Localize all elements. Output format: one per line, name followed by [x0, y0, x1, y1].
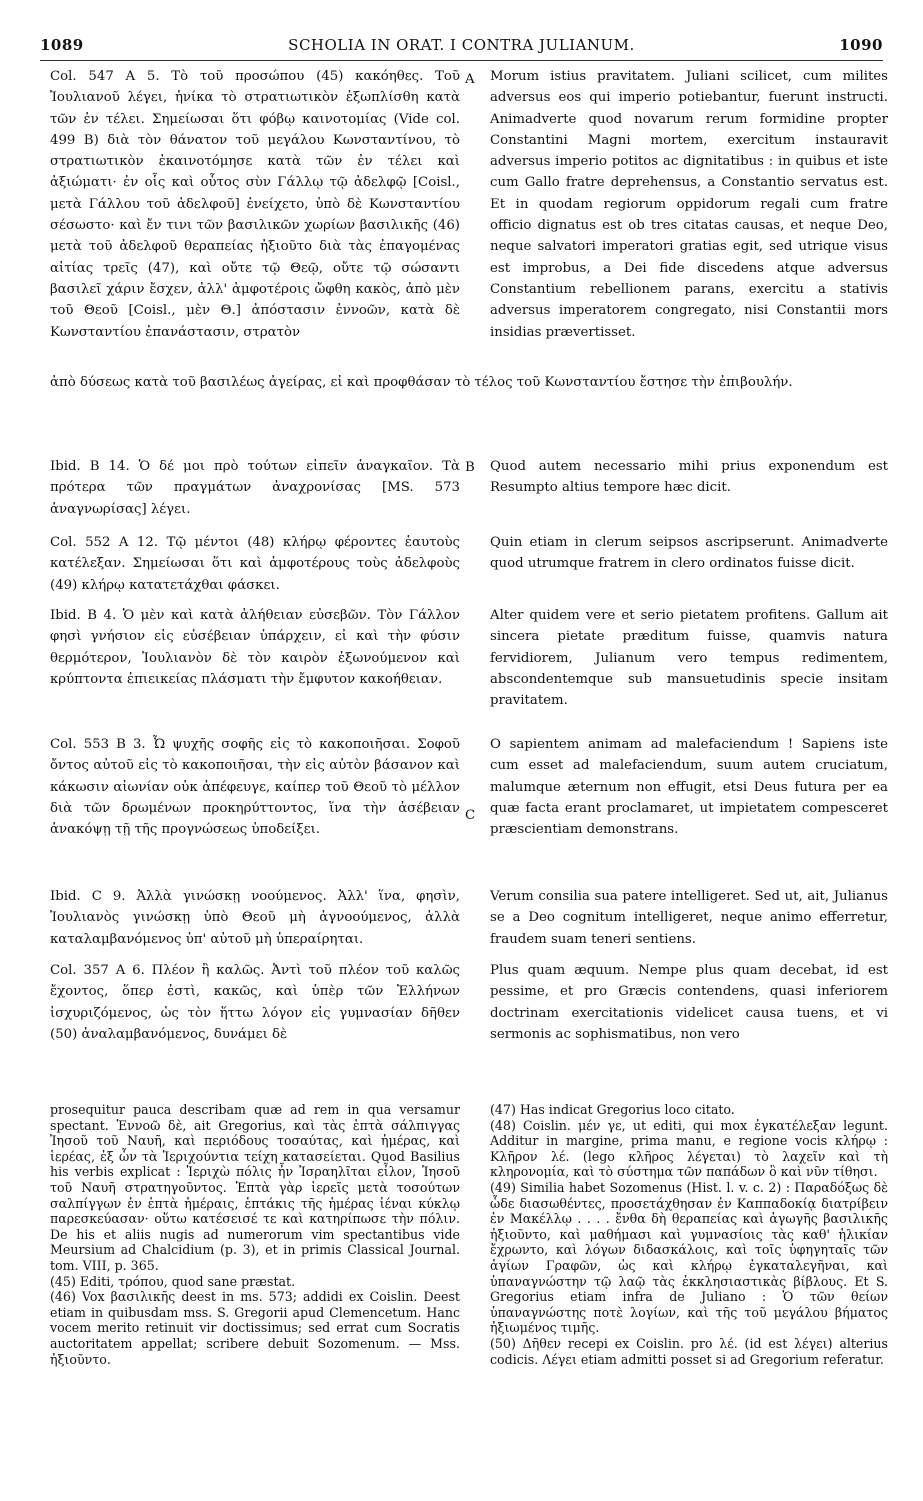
- scholion-greek: Ibid. C 9. Ἀλλὰ γινώσκῃ νοούμενος. Ἀλλ' ἵνα, φησὶν, Ἰουλιανὸς γινώσκῃ ὑπὸ Θεοῦ μὴ ἀγνοούμενος, ἀλλὰ καταλαμβανόμενος ὑπ' αὐτοῦ μὴ ὑπεραίρηται.: [50, 889, 460, 947]
- footnote: (46) Vox βασιλικῆς deest in ms. 573; addidi ex Coislin. Deest etiam in quibusdam mss. S. Gregorii apud Clemencetum. Hanc vocem merito retinuit vir doctissimus; sed errat cum Socratis auctoritatem appellat; scribere debuit Sozomenum. — Mss. ἠξιοῦντο.: [50, 1289, 460, 1367]
- scholion-greek: Col. 357 A 6. Πλέον ἢ καλῶς. Ἀντὶ τοῦ πλέον τοῦ καλῶς ἔχοντος, ὅπερ ἐστὶ, κακῶς, καὶ ὑπὲρ τῶν Ἑλλήνων ἰσχυριζόμενος, ὡς τὸν ἥττω λόγον εἰς γυμνασίαν δῆθεν (50) ἀναλαμβανόμενος, δυνάμει δὲ: [50, 963, 460, 1042]
- page-header: [40, 36, 883, 60]
- scholion-greek-continuation: ἀπὸ δύσεως κατὰ τοῦ βασιλέως ἀγείρας, εἰ καὶ προφθάσαν τὸ τέλος τοῦ Κωνσταντίου ἔστησε τὴν ἐπιβουλήν.: [50, 375, 793, 390]
- scholion-latin: Alter quidem vere et serio pietatem profitens. Gallum ait sincera pietate præditum fuisse, quamvis natura fervidiorem, Julianum vero tempus redimentem, abscondentemque sub mansuetudinis specie insitam pravitatem.: [490, 608, 888, 709]
- scholion-greek: Ibid. B 4. Ὁ μὲν καὶ κατὰ ἀλήθειαν εὐσεβῶν. Τὸν Γάλλον φησὶ γνήσιον εἰς εὐσέβειαν ὑπάρχειν, εἰ καὶ τὴν φύσιν θερμότερον, Ἰουλιανὸν δὲ τὸν καιρὸν ἐξωνούμενον καὶ κρύπτοντα ἐπιεικείας πλάσματι τὴν ἔμφυτον κακοήθειαν.: [50, 608, 460, 687]
- margin-mark-c: C: [465, 808, 476, 823]
- scholion-latin: O sapientem animam ad malefaciendum ! Sapiens iste cum esset ad malefaciendum, suum autem cruciatum, malumque æternum non effugit, etsi Deus futura per ea quæ facta erant proclamaret, ut impietatem compesceret præscientiam demonstrans.: [490, 737, 888, 838]
- running-title: SCHOLIA IN ORAT. I CONTRA JULIANUM.: [288, 36, 635, 54]
- scholion-greek: Col. 552 A 12. Τῷ μέντοι (48) κλήρῳ φέροντες ἑαυτοὺς κατέλεξαν. Σημείωσαι ὅτι καὶ ἀμφοτέρους τοὺς ἀδελφοὺς (49) κλήρῳ κατατετάχθαι φάσκει.: [50, 535, 460, 593]
- footnotes-right: [490, 1102, 888, 1367]
- footnote: (45) Editi, τρόπου, quod sane præstat.: [50, 1273, 296, 1289]
- scholion-latin: Morum istius pravitatem. Juliani scilicet, cum milites adversus eos qui imperio potiebantur, fuerunt instructi. Animadverte quod novarum rerum formidine propter Constantini Magni mortem, exercitum instauravit adversus imperio potitos ac dignitatibus : in quibus et iste cum Gallo fratre deprehensus, a Constantio servatus est. Et in quodam regiorum oppidorum regali cum fratre officio dignatus est ob tres citatas causas, et neque Deo, neque salvatori imperatori gratias egit, sed utrique visus est improbus, a Dei fide discedens atque adversus Constantium rebellionem parans, exercitu a stativis adversus imperatorem congregato, nisi Constantii mors insidias prævertisset.: [490, 69, 888, 340]
- scholion-latin: Quod autem necessario mihi prius exponendum est Resumpto altius tempore hæc dicit.: [490, 459, 888, 496]
- margin-mark-a: A: [465, 72, 475, 87]
- footnote: prosequitur pauca describam quæ ad rem in qua versamur spectant. Ἐννοῶ δὲ, ait Gregorius, καὶ τὰς ἑπτὰ σάλπιγγας Ἰησοῦ τοῦ Ναυῆ, καὶ περιόδους τοσαύτας, καὶ ἡμέρας, καὶ ἱερέας, ἐξ ὧν τὰ Ἱεριχούντια τείχη κατασείεται. Quod Basilius his verbis explicat : Ἱεριχὼ πόλις ἦν Ἰσραηλῖται εἶλον, Ἰησοῦ τοῦ Ναυῆ στρατηγοῦντος. Ἑπτὰ γὰρ ἱερεῖς μετὰ τοσούτων σαλπίγγων ἐν ἑπτὰ ἡμέραις, ἑπτάκις τῆς ἡμέρας ἰέναι κύκλῳ παρεσκεύασαν· οὕτω κατέσεισέ τε καὶ κατηρίπωσε τὴν πόλιν. De his et aliis nugis ad numerorum vim spectantibus vide Meursium ad Chalcidium (p. 3), et in primis Classical Journal. tom. VIII, p. 365.: [50, 1102, 460, 1273]
- footnotes-left: [50, 1102, 460, 1367]
- scholion-latin: Quin etiam in clerum seipsos ascripserunt. Animadverte quod utrumque fratrem in clero ordinatos fuisse dicit.: [490, 535, 888, 572]
- footnote: (50) Δῆθεν recepi ex Coislin. pro λέ. (id est λέγει) alterius codicis. Λέγει etiam admitti posset si ad Gregorium referatur.: [490, 1335, 888, 1367]
- page-number-right: 1090: [839, 36, 883, 54]
- scholion-greek: Ibid. B 14. Ὁ δέ μοι πρὸ τούτων εἰπεῖν ἀναγκαῖον. Τὰ πρότερα τῶν πραγμάτων ἀναχρονίσας [MS. 573 ἀναγνωρίσας] λέγει.: [50, 459, 460, 517]
- header-rule: [40, 60, 883, 61]
- footnote: (49) Similia habet Sozomenus (Hist. l. v. c. 2) : Παραδόξως δὲ ὧδε διασωθέντες, προσετάχθησαν ἐν Καππαδοκίᾳ διατρίβειν ἐν Μακέλλῳ . . . . ἔνθα δὴ θεραπείας καὶ ἀγωγῆς βασιλικῆς ἠξιοῦντο, καὶ μαθήμασι καὶ γυμνασίοις τὰς καθ' ἡλικίαν ἔχρωντο, καὶ λόγων διδασκάλοις, καὶ τοῖς ὑφηγηταῖς τῶν ἁγίων Γραφῶν, ὡς καὶ κλήρῳ ἐγκαταλεγῆναι, καὶ ὑπαναγνώστην τῷ λαῷ τὰς ἐκκλησιαστικὰς βίβλους. Et S. Gregorius etiam infra de Juliano : Ὁ τῶν θείων ὑπαναγνώστης ποτὲ λογίων, καὶ τῆς τοῦ μεγάλου βήματος ἠξιωμένος τιμῆς.: [490, 1179, 888, 1336]
- scholion-greek: Col. 553 B 3. Ὦ ψυχῆς σοφῆς εἰς τὸ κακοποιῆσαι. Σοφοῦ ὄντος αὐτοῦ εἰς τὸ κακοποιῆσαι, τὴν εἰς αὐτὸν βάσανον καὶ κάκωσιν αἰωνίαν οὐκ ἀπέφευγε, καίπερ τοῦ Θεοῦ τὸ μέλλον διὰ τῶν δρωμένων προκηρύττοντος, ἵνα τὴν ἀσέβειαν ἀνακόψῃ τῇ τῆς προγνώσεως ὑποδείξει.: [50, 737, 460, 838]
- footnote: (47) Has indicat Gregorius loco citato.: [490, 1102, 735, 1117]
- footnote: (48) Coislin. μέν γε, ut editi, qui mox ἐγκατέλεξαν legunt. Additur in margine, prima manu, e regione vocis κλήρῳ : Κλῆρον λέ. (lego κλῆρος λέγεται) τὸ λαχεῖν καὶ τὴ κληρονομία, καὶ τὸ σύστημα τῶν παπάδων ὃ καὶ νῦν τίθησι.: [490, 1117, 888, 1180]
- margin-mark-b: B: [465, 460, 475, 475]
- page-number-left: 1089: [40, 36, 84, 54]
- scholion-latin: Verum consilia sua patere intelligeret. Sed ut, ait, Julianus se a Deo cognitum intelligeret, neque animo efferretur, fraudem suam teneri sentiens.: [490, 889, 888, 947]
- scholion-latin: Plus quam æquum. Nempe plus quam decebat, id est pessime, et pro Græcis contendens, quasi inferiorem doctrinam exercitationis videlicet causa tuens, et vi sermonis ac sophismatibus, non vero: [490, 963, 888, 1042]
- scholion-greek: Col. 547 A 5. Τὸ τοῦ προσώπου (45) κακόηθες. Τοῦ Ἰουλιανοῦ λέγει, ἡνίκα τὸ στρατιωτικὸν ἐξωπλίσθη κατὰ τῶν ἐν τέλει. Σημείωσαι ὅτι φόβῳ καινοτομίας (Vide col. 499 B) διὰ τὸν θάνατον τοῦ μεγάλου Κωνσταντίνου, τὸ στρατιωτικὸν ἐκαινοτόμησε κατὰ τῶν ἐν τέλει καὶ ἀξιώματι· ἐν οἷς καὶ οὗτος σὺν Γάλλῳ τῷ ἀδελφῷ [Coisl., μετὰ Γάλλου τοῦ ἀδελφοῦ] ἐνείχετο, ὑπὸ δὲ Κωνσταντίου σέσωστο· καὶ ἔν τινι τῶν βασιλικῶν χωρίων βασιλικῆς (46) μετὰ τοῦ ἀδελφοῦ θεραπείας ἠξιοῦτο διὰ τὰς ἐπαγομένας αἰτίας τρεῖς (47), καὶ οὔτε τῷ Θεῷ, οὔτε τῷ σώσαντι βασιλεῖ χάριν ἔσχεν, ἀλλ' ἀμφοτέροις ὤφθη κακὸς, ἀπὸ μὲν τοῦ Θεοῦ [Coisl., μὲν Θ.] ἀπόστασιν ἐννοῶν, κατὰ δὲ Κωνσταντίου ἐπανάστασιν, στρατὸν: [50, 69, 460, 340]
